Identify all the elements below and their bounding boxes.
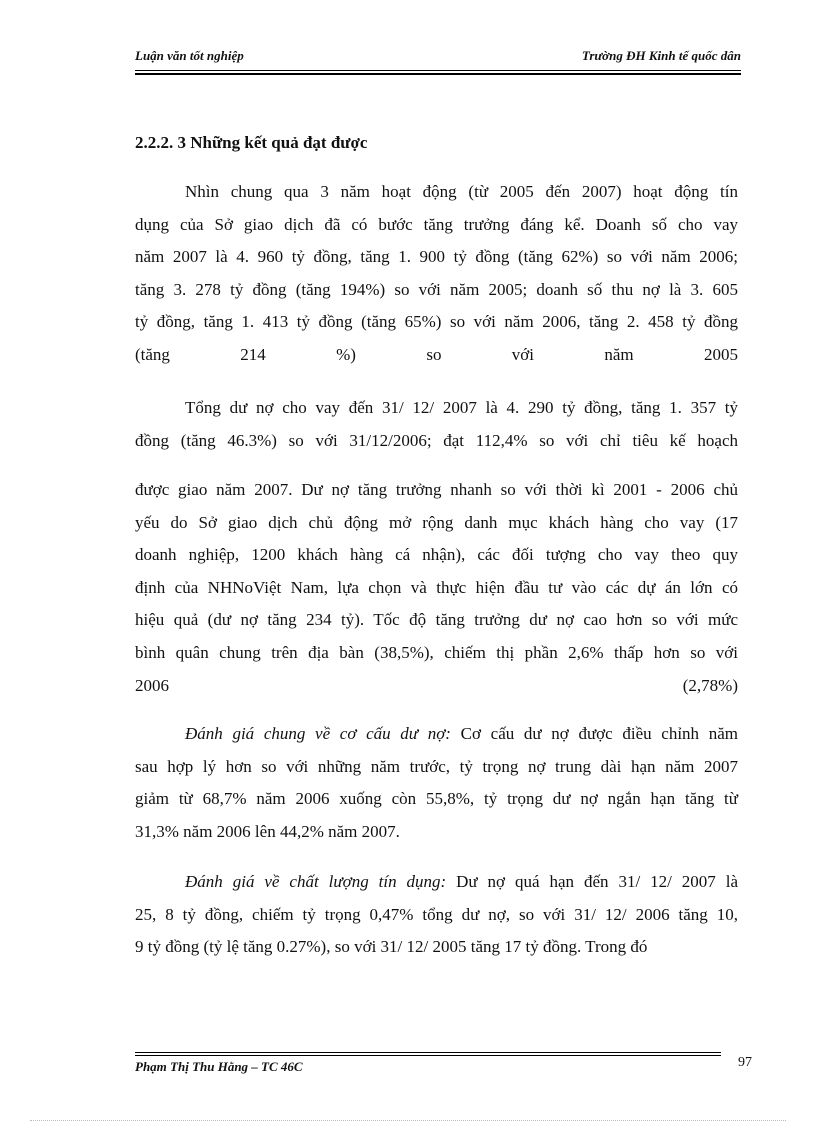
text-line: Nhìn chung qua 3 năm hoạt động (từ 2005 đến 2007) hoạt động tín: [185, 182, 738, 201]
paragraph-credit-quality: [135, 866, 738, 964]
paragraph-overview: [135, 176, 738, 372]
paragraph-outstanding-loans: [135, 392, 738, 457]
text-line: dụng của Sở giao dịch đã có bước tăng trưởng đáng kể. Doanh số cho vay: [135, 214, 738, 234]
lead-rest: Dư nợ quá hạn đến 31/ 12/ 2007 là: [446, 872, 738, 891]
page-header: [135, 48, 741, 68]
paragraph-outstanding-loans-cont: [135, 474, 738, 702]
footer-divider: [135, 1052, 721, 1056]
text-line: hiệu quả (dư nợ tăng 234 tỷ). Tốc độ tăng trưởng dư nợ cao hơn so với mức: [135, 610, 738, 630]
text-line: định của NHNoViệt Nam, lựa chọn và thực hiện đầu tư vào các dự án lớn có: [135, 577, 738, 597]
header-university-label: Trường ĐH Kinh tế quốc dân: [581, 48, 741, 63]
page-number: 97: [738, 1055, 752, 1070]
italic-lead: Đánh giá chung về cơ cấu dư nợ:: [185, 724, 451, 743]
text-line: [135, 718, 738, 751]
text-line: yếu do Sở giao dịch chủ động mở rộng danh mục khách hàng cho vay (17: [135, 512, 738, 532]
text-line: Tổng dư nợ cho vay đến 31/ 12/ 2007 là 4. 290 tỷ đồng, tăng 1. 357 tỷ: [185, 398, 738, 417]
header-thesis-label: Luận văn tốt nghiệp: [135, 48, 244, 63]
footer-author: Phạm Thị Thu Hằng – TC 46C: [135, 1059, 303, 1074]
text-line: giảm từ 68,7% năm 2006 xuống còn 55,8%, tỷ trọng dư nợ ngắn hạn tăng từ: [135, 789, 738, 809]
text-line: năm 2007 là 4. 960 tỷ đồng, tăng 1. 900 tỷ đồng (tăng 62%) so với năm 2006;: [135, 247, 738, 267]
text-line: bình quân chung trên địa bàn (38,5%), chiếm thị phần 2,6% thấp hơn so với: [135, 642, 738, 662]
text-line: 9 tỷ đồng (tỷ lệ tăng 0.27%), so với 31/ 12/ 2005 tăng 17 tỷ đồng. Trong đó: [135, 937, 648, 957]
lead-rest: Cơ cấu dư nợ được điều chỉnh năm: [450, 724, 738, 743]
text-line: 2006 (2,78%): [135, 675, 738, 695]
page-edge-dotted-line: [30, 1120, 786, 1121]
text-line: doanh nghiệp, 1200 khách hàng cá nhận), các đối tượng cho vay theo quy: [135, 545, 738, 565]
text-line: [135, 866, 738, 899]
text-line: đồng (tăng 46.3%) so với 31/12/2006; đạt 112,4% so với chỉ tiêu kế hoạch: [135, 430, 738, 450]
text-line: (tăng 214 %) so với năm 2005: [135, 344, 738, 364]
paragraph-debt-structure: [135, 718, 738, 848]
header-divider: [135, 70, 741, 75]
text-line: 25, 8 tỷ đồng, chiếm tỷ trọng 0,47% tổng dư nợ, so với 31/ 12/ 2006 tăng 10,: [135, 904, 738, 924]
italic-lead: Đánh giá về chất lượng tín dụng:: [185, 872, 447, 891]
text-line: sau hợp lý hơn so với những năm trước, tỷ trọng nợ trung dài hạn năm 2007: [135, 756, 738, 776]
text-line: 31,3% năm 2006 lên 44,2% năm 2007.: [135, 821, 400, 841]
section-heading: 2.2.2. 3 Những kết quả đạt được: [135, 133, 368, 152]
text-line: tăng 3. 278 tỷ đồng (tăng 194%) so với năm 2005; doanh số thu nợ là 3. 605: [135, 279, 738, 299]
text-line: tỷ đồng, tăng 1. 413 tỷ đồng (tăng 65%) so với năm 2006, tăng 2. 458 tỷ đồng: [135, 312, 738, 332]
text-line: được giao năm 2007. Dư nợ tăng trưởng nhanh so với thời kì 2001 - 2006 chủ: [135, 480, 738, 499]
